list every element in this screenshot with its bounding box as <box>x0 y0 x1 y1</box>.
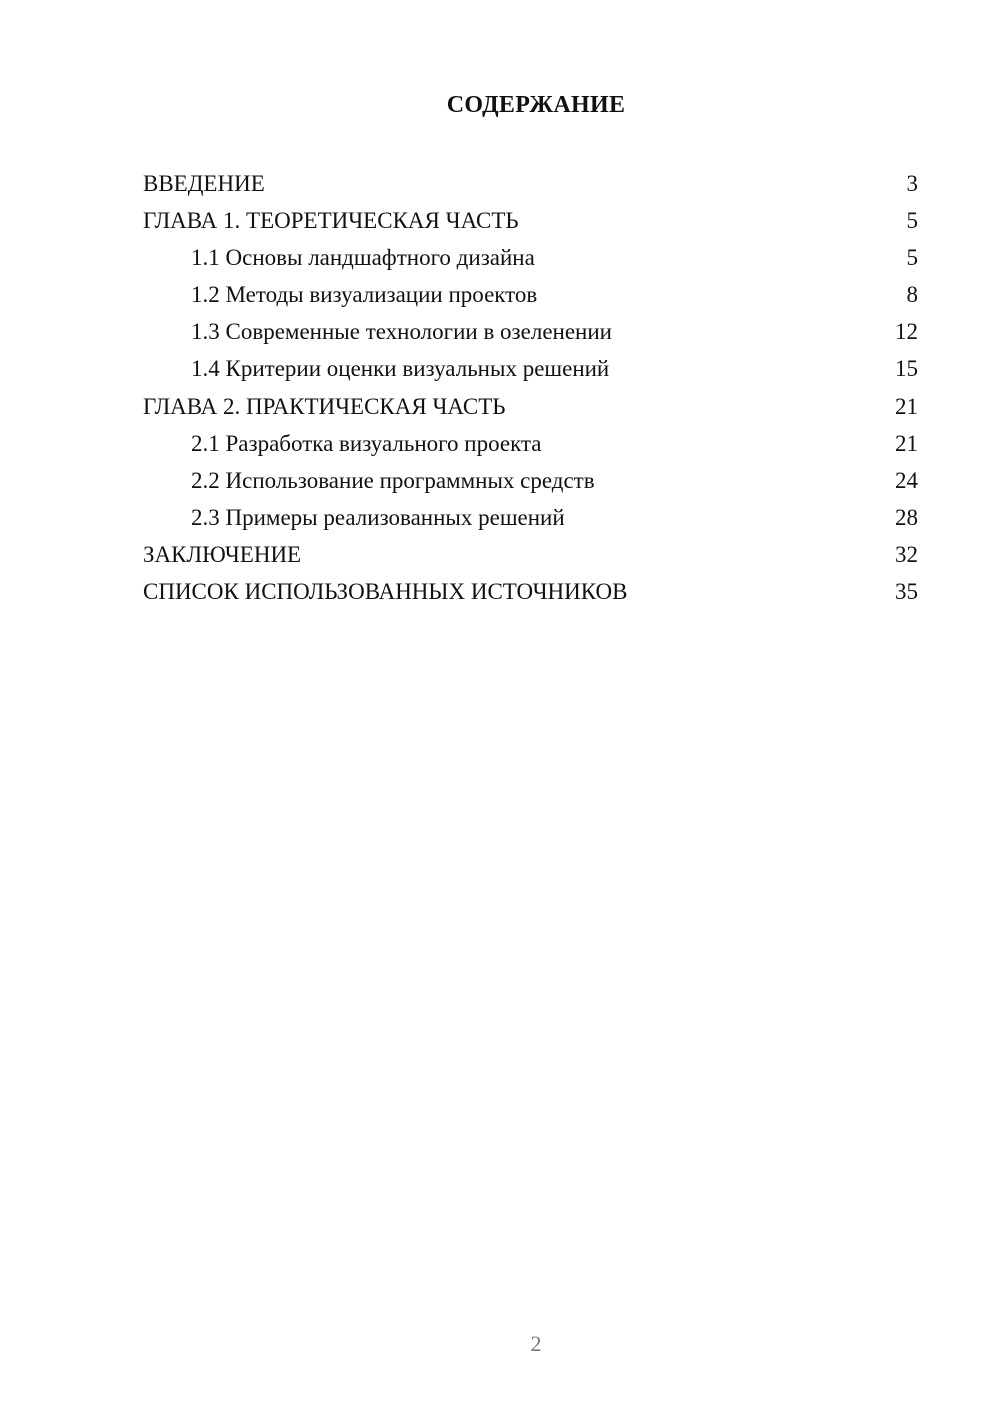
toc-entry <box>143 425 918 462</box>
toc-entry-title: 2.1 Разработка визуального проекта <box>191 430 542 456</box>
toc-entry <box>143 313 918 350</box>
toc-entry-title: ГЛАВА 2. ПРАКТИЧЕСКАЯ ЧАСТЬ <box>143 393 506 419</box>
toc-entry-page-number: 15 <box>895 356 918 382</box>
toc-entry-page-number: 28 <box>895 504 918 530</box>
toc-entry <box>143 165 918 202</box>
toc-entry <box>143 573 918 610</box>
toc-entry <box>143 462 918 499</box>
toc-entry-title: 1.1 Основы ландшафтного дизайна <box>191 245 535 271</box>
toc-entry-title: 2.2 Использование программных средств <box>191 467 595 493</box>
toc-entry-page-number: 21 <box>895 430 918 456</box>
toc-entry <box>143 276 918 313</box>
toc-entry-page-number: 12 <box>895 319 918 345</box>
toc-entry <box>143 499 918 536</box>
toc-entry-page-number: 35 <box>895 579 918 605</box>
toc-entry-page-number: 24 <box>895 467 918 493</box>
toc-entry <box>143 350 918 387</box>
toc-entry <box>143 536 918 573</box>
page-number: 2 <box>530 1331 542 1356</box>
toc-entry-title: 1.4 Критерии оценки визуальных решений <box>191 356 610 382</box>
toc-entry-title: ВВЕДЕНИЕ <box>143 171 265 196</box>
toc-entry-title: СПИСОК ИСПОЛЬЗОВАННЫХ ИСТОЧНИКОВ <box>143 579 628 605</box>
toc-entry-title: 1.3 Современные технологии в озеленении <box>191 319 612 345</box>
toc-entry-page-number: 3 <box>906 171 918 196</box>
toc-entry-page-number: 32 <box>895 541 918 567</box>
toc-entry-title: ГЛАВА 1. ТЕОРЕТИЧЕСКАЯ ЧАСТЬ <box>143 208 519 234</box>
toc-entry-title: 2.3 Примеры реализованных решений <box>191 504 565 530</box>
toc-entry <box>143 388 918 425</box>
toc-entry-title: ЗАКЛЮЧЕНИЕ <box>143 541 302 567</box>
toc-entry-title: 1.2 Методы визуализации проектов <box>191 282 538 308</box>
toc-heading: СОДЕРЖАНИЕ <box>446 92 626 118</box>
toc-entry <box>143 239 918 276</box>
toc-entry-page-number: 8 <box>906 282 918 308</box>
table-of-contents <box>143 165 918 610</box>
toc-entry-page-number: 5 <box>906 245 918 271</box>
toc-entry-page-number: 5 <box>906 208 918 234</box>
toc-entry <box>143 202 918 239</box>
toc-entry-page-number: 21 <box>895 393 918 419</box>
